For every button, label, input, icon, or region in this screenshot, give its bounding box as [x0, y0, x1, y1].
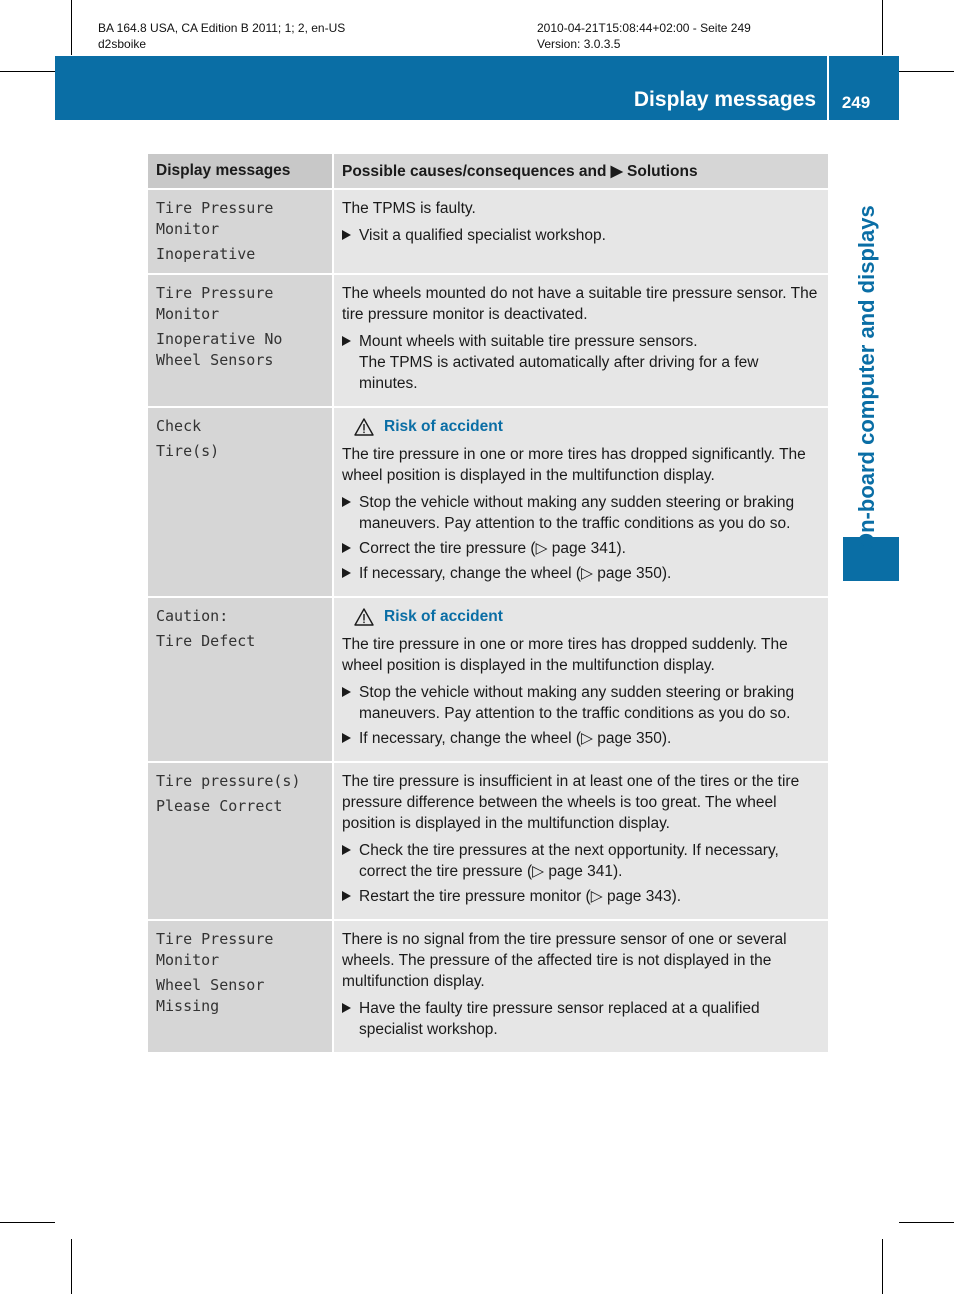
table-row [148, 274, 828, 407]
solution-step-text: Correct the tire pressure (▷ page 341). [359, 540, 626, 557]
solution-step [342, 563, 820, 584]
display-message-text: Caution: [156, 607, 229, 625]
display-message-text: Inoperative No Wheel Sensors [156, 330, 283, 369]
warning-label: Risk of accident [384, 608, 503, 625]
table-body [148, 189, 828, 1052]
solution-step-text: Mount wheels with suitable tire pressure sensors. The TPMS is activated automatically after driving for a few minutes. [359, 333, 759, 392]
solution-step [342, 331, 820, 394]
header-divider [827, 56, 829, 120]
crop-mark [71, 1239, 72, 1294]
display-message-text: Inoperative [156, 245, 256, 263]
description-text: There is no signal from the tire pressure sensor of one or several wheels. The pressure of the affected tire is not displayed in the multifunction display. [342, 931, 787, 990]
print-meta-left [98, 20, 345, 52]
table-row [148, 920, 828, 1052]
display-message-text: Tire Pressure Monitor [156, 199, 274, 238]
table-row [148, 762, 828, 920]
solution-cell [333, 597, 828, 762]
solution-step-text: Stop the vehicle without making any sudden steering or braking maneuvers. Pay attention to the traffic conditions as you do so. [359, 494, 795, 532]
solution-cell [333, 920, 828, 1052]
message-cell [148, 762, 333, 920]
bullet-triangle-icon [342, 891, 351, 901]
solution-step [342, 225, 820, 246]
print-meta-line: BA 164.8 USA, CA Edition B 2011; 1; 2, en-US [98, 21, 346, 35]
solution-step-text: Stop the vehicle without making any sudden steering or braking maneuvers. Pay attention to the traffic conditions as you do so. [359, 684, 795, 722]
chapter-label: On-board computer and displays [854, 205, 879, 550]
crop-mark [882, 1239, 883, 1294]
solution-step [342, 728, 820, 749]
solution-step [342, 998, 820, 1040]
warning-triangle-icon [354, 418, 374, 436]
display-message-text: Please Correct [156, 797, 283, 815]
crop-mark [71, 0, 72, 55]
crop-mark [899, 71, 954, 72]
solution-cell [333, 407, 828, 597]
message-cell [148, 189, 333, 274]
solution-step [342, 886, 820, 907]
table-row [148, 189, 828, 274]
page-number: 249 [841, 93, 871, 112]
column-header-messages: Display messages [148, 154, 333, 189]
bullet-triangle-icon [342, 733, 351, 743]
warning-triangle-icon [354, 608, 374, 626]
message-cell [148, 597, 333, 762]
print-meta-right [537, 20, 751, 52]
solution-step-text: If necessary, change the wheel (▷ page 350). [359, 730, 672, 747]
description-text: The tire pressure in one or more tires has dropped significantly. The wheel position is displayed in the multifunction display. [342, 446, 806, 484]
solution-cell [333, 762, 828, 920]
bullet-triangle-icon [342, 1003, 351, 1013]
message-cell [148, 920, 333, 1052]
display-message-text: Tire pressure(s) [156, 772, 301, 790]
column-header-solutions: Possible causes/consequences and ▶ Solutions [333, 154, 828, 189]
solution-step-text: Visit a qualified specialist workshop. [359, 227, 606, 244]
display-message-text: Check [156, 417, 202, 435]
print-meta-line: 2010-04-21T15:08:44+02:00 - Seite 249 [537, 21, 751, 35]
solution-step [342, 492, 820, 534]
solution-step [342, 538, 820, 559]
solution-cell [333, 189, 828, 274]
solution-step-text: Have the faulty tire pressure sensor replaced at a qualified specialist workshop. [359, 1000, 760, 1038]
display-message-text: Tire Pressure Monitor [156, 930, 274, 969]
display-message-text: Tire(s) [156, 442, 220, 460]
section-title: Display messages [633, 88, 816, 111]
print-meta-line: Version: 3.0.3.5 [537, 37, 621, 51]
crop-mark [0, 1222, 55, 1223]
bullet-triangle-icon [342, 497, 351, 507]
bullet-triangle-icon [342, 687, 351, 697]
display-message-text: Tire Pressure Monitor [156, 284, 274, 323]
description-text: The TPMS is faulty. [342, 200, 476, 217]
warning-label: Risk of accident [384, 418, 503, 435]
message-cell [148, 274, 333, 407]
message-cell [148, 407, 333, 597]
solution-step-text: Restart the tire pressure monitor (▷ page 343). [359, 888, 682, 905]
bullet-triangle-icon [342, 845, 351, 855]
display-message-text: Tire Defect [156, 632, 256, 650]
display-message-text: Wheel Sensor Missing [156, 976, 265, 1015]
bullet-triangle-icon [342, 568, 351, 578]
warning-heading [354, 608, 820, 626]
warning-heading [354, 418, 820, 436]
display-messages-table [148, 154, 828, 1052]
solution-step [342, 840, 820, 882]
description-text: The tire pressure in one or more tires has dropped suddenly. The wheel position is displayed in the multifunction display. [342, 636, 788, 674]
bullet-triangle-icon [342, 230, 351, 240]
solution-step-text: If necessary, change the wheel (▷ page 350). [359, 565, 672, 582]
crop-mark [882, 0, 883, 55]
description-text: The wheels mounted do not have a suitable tire pressure sensor. The tire pressure monitor is deactivated. [342, 285, 818, 323]
table-header-row [148, 154, 828, 189]
print-meta-line: d2sboike [98, 37, 147, 51]
solution-cell [333, 274, 828, 407]
solution-step-text: Check the tire pressures at the next opportunity. If necessary, correct the tire pressure (▷ page 341). [359, 842, 779, 880]
description-text: The tire pressure is insufficient in at least one of the tires or the tire pressure difference between the wheels is too great. The wheel position is displayed in the multifunction display. [342, 773, 800, 832]
bullet-triangle-icon [342, 336, 351, 346]
crop-mark [0, 71, 55, 72]
bullet-triangle-icon [342, 543, 351, 553]
crop-mark [899, 1222, 954, 1223]
table-row [148, 597, 828, 762]
table-row [148, 407, 828, 597]
solution-step [342, 682, 820, 724]
